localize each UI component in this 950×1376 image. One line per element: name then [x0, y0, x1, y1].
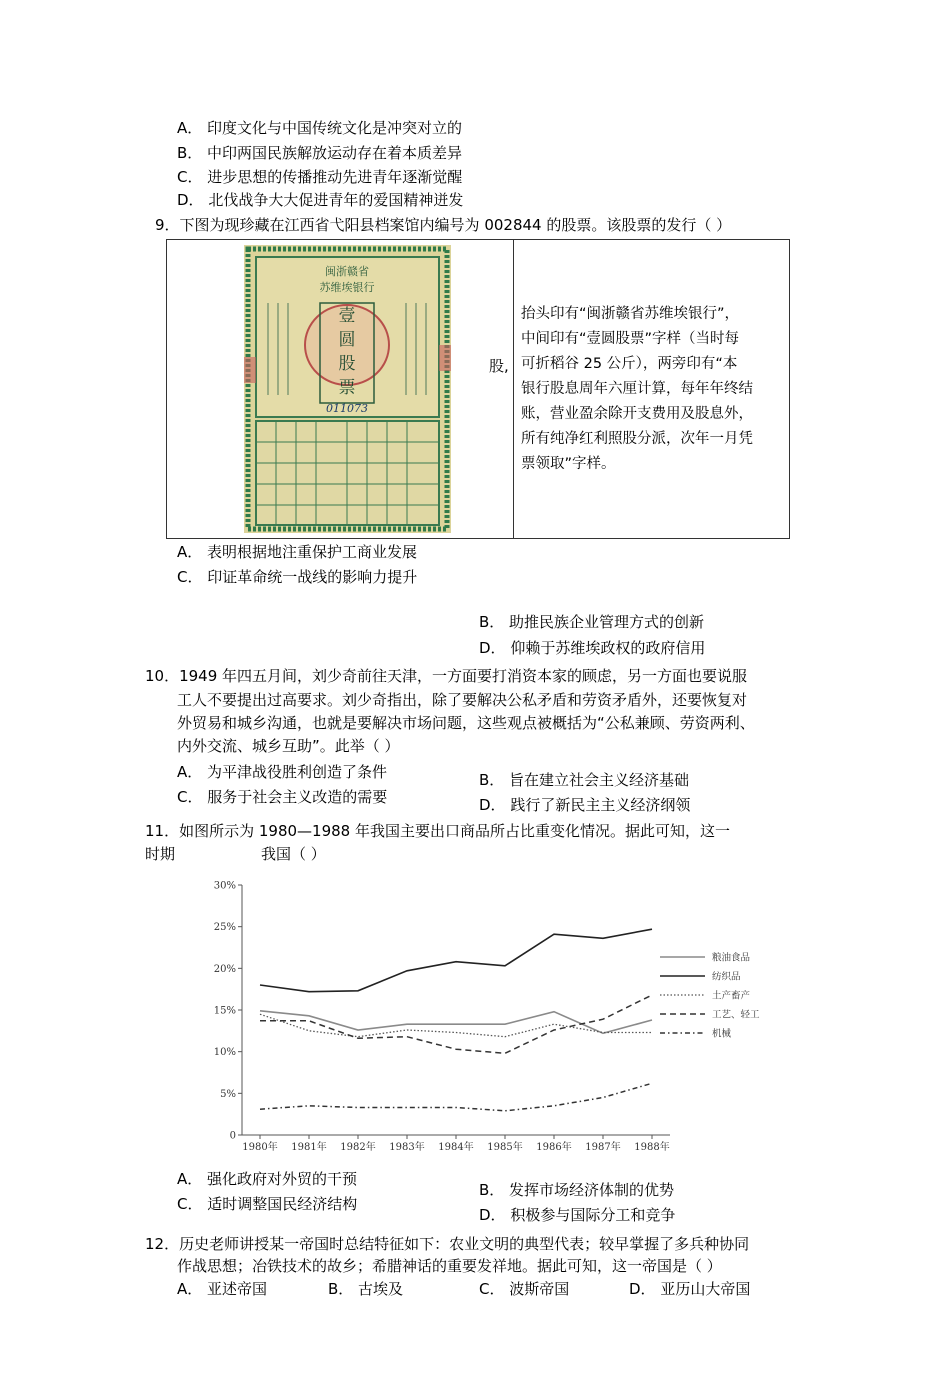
q9-option-d: D． 仰赖于苏维埃政权的政府信用 — [479, 639, 706, 657]
q8-option-d: D． 北伐战争大大促进青年的爱国精神迸发 — [177, 191, 464, 209]
q9-option-c: C． 印证革命统一战线的影响力提升 — [177, 568, 418, 586]
stock-certificate-image — [244, 245, 451, 533]
x-tick-label: 1985年 — [487, 1142, 523, 1153]
x-tick-label: 1988年 — [634, 1142, 670, 1153]
q10-option-c: C． 服务于社会主义改造的需要 — [177, 788, 388, 806]
x-tick-label: 1987年 — [585, 1142, 621, 1153]
certificate-header-2: 苏维埃银行 — [319, 281, 375, 294]
q12-stem-line: 作战思想；冶铁技术的故乡；希腊神话的重要发祥地。据此可知，这一帝国是（ ） — [177, 1257, 722, 1275]
q8-option-c: C． 进步思想的传播推动先进青年逐渐觉醒 — [177, 168, 463, 186]
certificate-serial: 011073 — [326, 402, 368, 415]
q11-option-c: C． 适时调整国民经济结构 — [177, 1195, 358, 1213]
q10-option-b: B． 旨在建立社会主义经济基础 — [479, 771, 690, 789]
q9-table-divider — [513, 240, 514, 538]
series-line-2 — [260, 929, 652, 992]
legend-label-5: 机械 — [712, 1028, 732, 1040]
q10-stem-line: 10．1949 年四五月间，刘少奇前往天津，一方面要打消资本家的顾虑，另一方面也要说服 — [145, 667, 748, 685]
x-tick-label: 1983年 — [389, 1142, 425, 1153]
y-tick-label: 0 — [229, 1130, 236, 1142]
y-tick-label: 25% — [213, 922, 236, 934]
q11-stem-line: 时期 — [145, 845, 176, 863]
q12-option-b: B． 古埃及 — [328, 1280, 404, 1298]
y-tick-label: 30% — [213, 880, 236, 892]
q9-desc-line: 所有纯净红利照股分派，次年一月凭 — [521, 431, 753, 447]
q9-option-a: A． 表明根据地注重保护工商业发展 — [177, 543, 418, 561]
q9-desc-line: 票领取”字样。 — [521, 456, 616, 472]
q9-side-char: 股, — [489, 357, 509, 375]
legend-label-3: 土产畜产 — [712, 990, 751, 1002]
certificate-title-char-3: 股 — [338, 354, 356, 374]
q8-option-a: A． 印度文化与中国传统文化是冲突对立的 — [177, 119, 463, 137]
x-tick-label: 1981年 — [291, 1142, 327, 1153]
y-tick-label: 20% — [213, 963, 236, 975]
legend-label-2: 纺织品 — [712, 971, 741, 983]
q11-stem-line: 我国（ ） — [261, 845, 326, 863]
q9-desc-line: 可折稻谷 25 公斤），两旁印有“本 — [521, 356, 738, 372]
x-tick-label: 1982年 — [340, 1142, 376, 1153]
certificate-title-char-2: 圆 — [338, 330, 356, 350]
x-tick-label: 1980年 — [242, 1142, 278, 1153]
q9-desc-line: 抬头印有“闽浙赣省苏维埃银行”， — [521, 306, 740, 322]
q11-option-b: B． 发挥市场经济体制的优势 — [479, 1181, 675, 1199]
certificate-title-char-4: 票 — [338, 378, 356, 398]
q12-option-c: C． 波斯帝国 — [479, 1280, 570, 1298]
q12-option-a: A． 亚述帝国 — [177, 1280, 268, 1298]
q9-desc-line: 中间印有“壹圆股票”字样（当时每 — [521, 331, 740, 347]
q10-stem-line: 工人不要提出过高要求。刘少奇指出，除了要解决公私矛盾和劳资矛盾外，还要恢复对 — [177, 691, 748, 709]
q11-option-d: D． 积极参与国际分工和竞争 — [479, 1206, 676, 1224]
q8-option-b: B． 中印两国民族解放运动存在着本质差异 — [177, 144, 463, 162]
y-tick-label: 15% — [213, 1005, 236, 1017]
legend-label-4: 工艺、轻工 — [712, 1009, 760, 1021]
series-line-5 — [260, 1083, 652, 1111]
q9-desc-line: 银行股息周年六厘计算，每年年终结 — [521, 381, 753, 397]
q11-option-a: A． 强化政府对外贸的干预 — [177, 1170, 358, 1188]
y-tick-label: 5% — [220, 1088, 236, 1100]
q9-stem: 9．下图为现珍藏在江西省弋阳县档案馆内编号为 002844 的股票。该股票的发行（ ） — [155, 216, 732, 234]
certificate-header-1: 闽浙赣省 — [325, 265, 369, 278]
q10-stem-line: 外贸易和城乡沟通，也就是要解决市场问题，这些观点被概括为“公私兼顾、劳资两利、 — [177, 714, 755, 732]
legend-label-1: 粮油食品 — [712, 952, 751, 964]
x-tick-label: 1986年 — [536, 1142, 572, 1153]
q10-option-d: D． 践行了新民主主义经济纲领 — [479, 796, 691, 814]
q11-stem-line: 11．如图所示为 1980—1988 年我国主要出口商品所占比重变化情况。据此可知，这一 — [145, 822, 730, 840]
x-tick-label: 1984年 — [438, 1142, 474, 1153]
export-share-line-chart — [200, 872, 780, 1162]
q10-option-a: A． 为平津战役胜利创造了条件 — [177, 763, 388, 781]
q9-option-b: B． 助推民族企业管理方式的创新 — [479, 613, 705, 631]
y-tick-label: 10% — [213, 1047, 236, 1059]
q9-desc-line: 账，营业盈余除开支费用及股息外， — [521, 406, 753, 422]
q12-option-d: D． 亚历山大帝国 — [629, 1280, 751, 1298]
series-line-3 — [260, 1014, 652, 1036]
certificate-title-char-1: 壹 — [338, 306, 356, 326]
q12-stem-line: 12．历史老师讲授某一帝国时总结特征如下：农业文明的典型代表；较早掌握了多兵种协同 — [145, 1235, 750, 1253]
q10-stem-line: 内外交流、城乡互助”。此举（ ） — [177, 737, 400, 755]
